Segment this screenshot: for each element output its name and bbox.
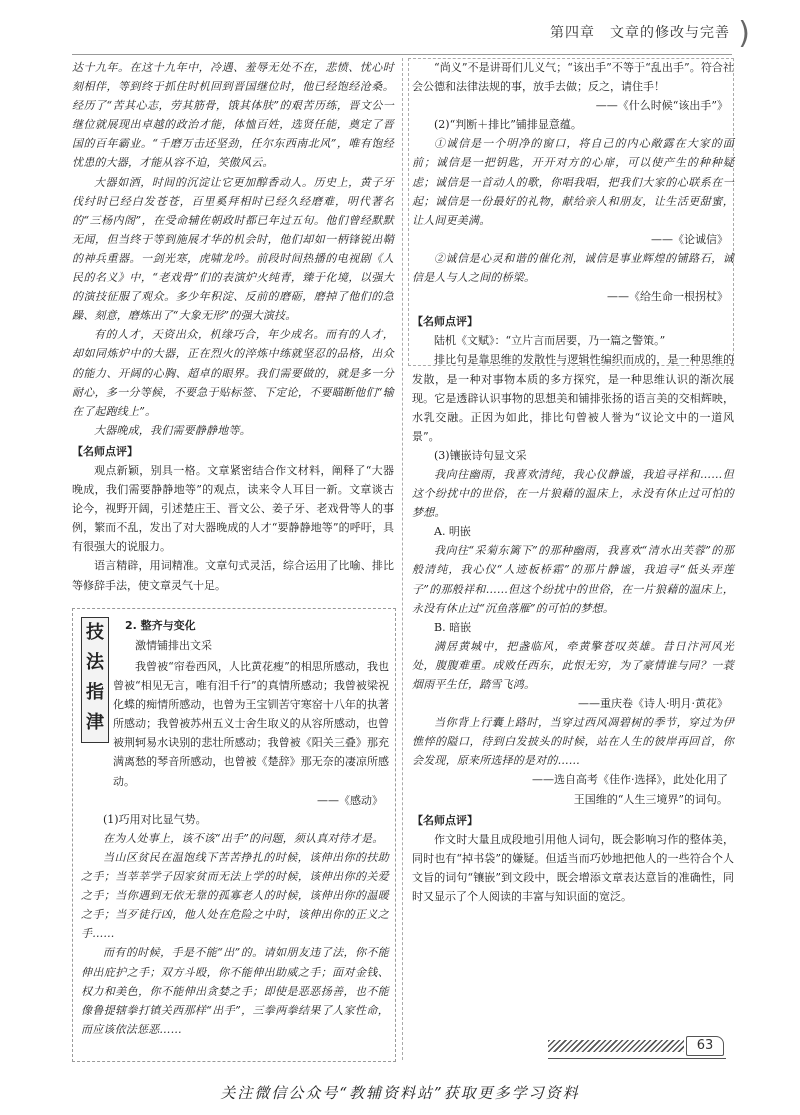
subsection-heading: (1)巧用对比显气势。 <box>103 812 207 826</box>
source-citation: ——重庆卷《诗人·明月·黄花》 <box>578 697 728 711</box>
chapter-header <box>530 16 770 51</box>
promo-note: 关注微信公众号“教辅资料站”获取更多学习资料 <box>220 1084 580 1102</box>
left-column <box>72 58 394 595</box>
header-rule <box>72 54 732 55</box>
essay-paragraph: 大器晚成，我们需要静静地等。 <box>94 423 251 437</box>
technique-box <box>72 608 396 1062</box>
page-number: 63 <box>686 1036 724 1056</box>
comment-paragraph: 排比句是靠思维的发散性与逻辑性编织而成的，是一种思维的发散，是一种对事物本质的多方探究，是一种思维认识的渐次展现。它是透辟认识事物的思想美和铺排张扬的语言美的交相辉映，水乳交融。正因为如此，排比句曾被人誉为“议论文中的一道风景”。 <box>412 353 734 443</box>
header-bracket: ) <box>738 16 750 51</box>
source-citation: ——《感动》 <box>317 793 383 807</box>
teacher-comment-heading: 【名师点评】 <box>412 315 478 329</box>
example-paragraph: 我曾被“帘卷西风，人比黄花瘦”的相思所感动，我也曾被“相见无言，唯有泪千行”的真情所感动；我曾被梁祝化蝶的痴情所感动，也曾为王宝钏苦守寒窑十八年的执著所感动；我曾被苏州五义士舍生取义的从容所感动，也曾被荆轲易水诀别的悲壮所感动；我曾被《阳关三叠》那充满离愁的琴音所感动，也曾被《楚辞》那无奈的凄凉所感动。 <box>113 660 389 788</box>
example-paragraph: 当山区贫民在温饱线下苦苦挣扎的时候，该伸出你的扶助之手；当莘莘学子因家贫而无法上学的时候，该伸出你的关爱之手；当你遇到无依无靠的孤寡老人的时候，该伸出你的温暖之手；当歹徒行凶，他人处在危险之中时，该伸出你的正义之手…… <box>81 850 389 941</box>
example-paragraph: 我向往“采菊东篱下”的那种幽雨，我喜欢“清水出芙蓉”的那般清纯，我心仪“人迹板桥霜”的那片静谧，我追寻“低头弄莲子”的那般祥和……但这个纷扰中的世俗，在一片狼藉的温床上，永没有休止过“沉鱼落雁”的可怕的梦想。 <box>412 544 734 615</box>
source-citation: ——《给生命一根拐杖》 <box>607 290 728 304</box>
hatch-decoration <box>548 1040 684 1052</box>
technique-subheading: 激情铺排出文采 <box>135 639 212 652</box>
example-paragraph: 在为人处事上，该不该“出手”的问题，须认真对待才是。 <box>103 831 384 845</box>
example-paragraph: 当你背上行囊上路时，当穿过西风凋碧树的季节，穿过为伊憔悴的隘口，待到白发披头的时候，站在人生的彼岸再回首，你会发现，原来所选择的是对的…… <box>412 716 734 768</box>
subsection-heading: A. 明嵌 <box>434 525 471 539</box>
comment-paragraph: 语言精辟，用词精准。文章句式灵活，综合运用了比喻、排比等修辞手法，使文章灵气十足。 <box>72 559 394 592</box>
essay-paragraph: 大器如酒，时间的沉淀让它更加醇香动人。历史上，黄子牙伐纣时已经白发苍苍，百里奚拜相时已经久经磨难，明代著名的“三杨内阁”，在受命辅佐朝政时都已年过五旬。他们曾经默默无闻，但当终于等到施展才华的机会时，他们却如一柄锋锐出鞘的神兵重器。一剑光寒，虎啸龙吟。前段时间热播的电视剧《人民的名义》中，“老戏骨”们的表演炉火纯青，臻于化境，以强大的演技征服了观众。多少年积淀、反前的磨砺，磨掉了他们的急躁、刻意，磨炼出了“大象无形”的强大演技。 <box>72 175 394 323</box>
chapter-title: 第四章 文章的修改与完善 <box>550 25 730 41</box>
subsection-heading: (2)“判断＋排比”铺排显意蕴。 <box>434 118 582 132</box>
technique-body <box>81 657 389 1039</box>
teacher-comment-heading: 【名师点评】 <box>72 444 138 458</box>
source-citation: ——选自高考《佳作·选择》，此处化用了 <box>532 773 728 787</box>
technique-heading: 2. 整齐与变化 <box>125 619 196 632</box>
essay-paragraph: 达十九年。在这十九年中，冷遇、羞辱无处不在，悲愤、忧心时刻相伴，等到终于抓住时机回到晋国继位时，他已经饱经沧桑。经历了“苦其心志，劳其筋骨，饿其体肤”的艰苦历练，晋文公一继位就展现出卓越的政治才能，体恤百姓，选贤任能，奠定了晋国的百年霸业。“千磨万击还坚劲，任尔东西南北风”，唯有饱经忧患的大器，才能从容不迫，笑傲风云。 <box>72 61 394 170</box>
page-footer <box>548 1038 726 1056</box>
technique-badge: 技法指津 <box>81 617 109 743</box>
example-paragraph: 而有的时候，手是不能“出”的。请如朋友违了法，你不能伸出庇护之手；双方斗殴，你不能伸出助威之手；面对金钱、权力和美色，你不能伸出贪婪之手；即使是恶恶扬善，也不能像鲁提辖拳打镇关西那样“出手”，三拳两拳结果了人家性命，而应该依法惩恶…… <box>81 946 389 1036</box>
right-column <box>412 58 734 906</box>
teacher-comment-heading: 【名师点评】 <box>412 813 478 827</box>
source-citation: ——《什么时候“该出手”》 <box>595 99 728 113</box>
example-paragraph: 我向往幽雨，我喜欢清纯，我心仪静谧，我追寻祥和……但这个纷扰中的世俗，在一片狼藉的温床上，永没有休止过可怕的梦想。 <box>412 467 734 520</box>
example-paragraph: ①诚信是一个明净的窗口，将自己的内心敞露在大家的面前；诚信是一把钥匙，开开对方的心扉，可以使产生的种种疑虑；诚信是一首动人的歌，你唱我唱，把我们大家的心联系在一起；诚信是一份最好的礼物，献给亲人和朋友，让生活更甜蜜，让人间更美满。 <box>412 137 734 227</box>
subsection-heading: B. 暗嵌 <box>434 620 472 634</box>
example-paragraph: “尚义”不是讲哥们儿义气；“该出手”不等于“乱出手”。符合社会公德和法律法规的事，放手去做；反之，请住手！ <box>412 61 734 94</box>
footer-rule <box>548 1058 726 1059</box>
comment-paragraph: 观点新颖，别具一格。文章紧密结合作文材料，阐释了“大器晚成，我们需要静静地等”的观点，读来令人耳目一新。文章谈古论今，视野开阔，引述楚庄王、晋文公、姜子牙、老戏骨等人的事例，繁而不乱，发出了对大器晚成的人才“要静静地等”的呼吁，具有很强大的说服力。 <box>72 463 394 554</box>
example-paragraph: 满居黄城中，把盏临风，牵黄擎苍叹英雄。昔日汴河风光处，腹腹难重。成败任西东，此恨无穷，为了豪情谁与同？一蓑烟雨平生任，踏雪飞鸿。 <box>412 639 734 691</box>
essay-paragraph: 有的人才，天资出众，机缘巧合，年少成名。而有的人才，却如同炼炉中的大器，正在烈火的淬炼中练就坚忍的品格，出众的能力、开阔的心胸、超卓的眼界。我们需要做的，就是多一分耐心，多一分等候，不要急于贴标签、下定论，不要瞄断他们“输在了起跑线上”。 <box>72 328 394 418</box>
source-citation: 王国维的“人生三境界”的词句。 <box>573 792 728 806</box>
source-citation: ——《论诚信》 <box>651 232 728 246</box>
column-divider <box>402 58 403 1060</box>
comment-paragraph: 陆机《文赋》：“立片言而居要，乃一篇之警策。” <box>434 334 666 348</box>
comment-paragraph: 作文时大量且成段地引用他人词句，既会影响习作的整体美，同时也有“掉书袋”的嫌疑。但适当而巧妙地把他人的一些符合个人文旨的词句“镶嵌”到文段中，既会增添文章表达意旨的准确性，同时又显示了个人阅读的丰富与知识面的宽泛。 <box>412 832 734 904</box>
example-paragraph: ②诚信是心灵和谐的催化剂，诚信是事业辉煌的铺路石，诚信是人与人之间的桥梁。 <box>412 251 734 285</box>
subsection-heading: (3)镶嵌诗句显文采 <box>434 448 527 462</box>
